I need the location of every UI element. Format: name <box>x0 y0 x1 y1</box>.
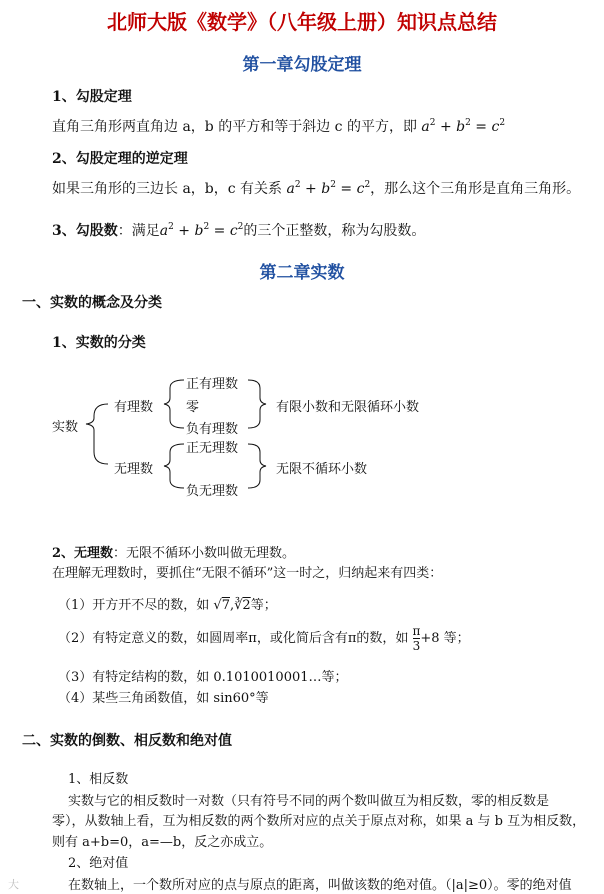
part-title: 一、实数的概念及分类 <box>22 295 162 311</box>
section-title: 1、勾股定理 <box>52 89 132 105</box>
paragraph-line: 则有 a+b=0，a=—b，反之亦成立。 <box>52 835 273 850</box>
section-title: 1、实数的分类 <box>52 335 146 351</box>
tree-pos-rational: 正有理数 <box>186 377 239 392</box>
tree-rational-note: 有限小数和无限循环小数 <box>276 400 420 415</box>
paragraph <box>52 220 425 240</box>
section-title: 2、勾股定理的逆定理 <box>52 151 188 167</box>
formula: $a^2 + b^2 = c^2$ <box>159 222 244 239</box>
text: 直角三角形两直角边 a，b 的平方和等于斜边 c 的平方，即 <box>52 119 417 135</box>
paragraph-line: 在数轴上，一个数所对应的点与原点的距离，叫做该数的绝对值。（|a|≥0）。零的绝对值 <box>68 878 572 893</box>
paragraph: 在理解无理数时，要抓住“无限不循环”这一时之，归纳起来有四类： <box>52 566 443 581</box>
section-title: 2、无理数 <box>52 546 114 561</box>
list-item <box>58 594 277 613</box>
text: 的三个正整数，称为勾股数。 <box>243 223 426 239</box>
tree-neg-irrational: 负无理数 <box>186 484 239 499</box>
text: （2）有特定意义的数，如圆周率π，或化简后含有π的数，如 <box>58 631 409 646</box>
formula: $a^2 + b^2 = c^2$ <box>421 118 506 135</box>
paragraph-line: 实数与它的相反数时一对数（只有符号不同的两个数叫做互为相反数，零的相反数是 <box>68 794 550 809</box>
tree-neg-rational: 负有理数 <box>186 422 239 437</box>
section-title: 1、相反数 <box>68 772 129 787</box>
text: （1）开方开不尽的数，如 <box>58 598 210 613</box>
tree-irrational: 无理数 <box>114 462 154 477</box>
chapter1-heading: 第一章勾股定理 <box>242 55 362 75</box>
tree-pos-irrational: 正无理数 <box>186 441 239 456</box>
text: ，那么这个三角形是直角三角形。 <box>370 181 581 197</box>
list-item: （4）某些三角函数值，如 sin60°等 <box>58 691 269 706</box>
paragraph-line: 零），从数轴上看，互为相反数的两个数所对应的点关于原点对称，如果 a 与 b 互为相反数， <box>52 814 586 829</box>
list-item: （3）有特定结构的数，如 0.1010010001…等； <box>58 670 348 685</box>
tree-zero: 零 <box>186 400 200 415</box>
tree-irrational-note: 无限不循环小数 <box>276 462 368 477</box>
text: +8 等； <box>420 631 470 646</box>
text: ：无限不循环小数叫做无理数。 <box>113 546 296 561</box>
section-title: 3、勾股数 <box>52 223 118 239</box>
fraction-pi-over-3: $\frac{\pi}{3}$ <box>412 624 421 653</box>
section-title: 2、绝对值 <box>68 856 129 871</box>
page-title: 北师大版《数学》（八年级上册）知识点总结 <box>107 10 497 34</box>
watermark-logo: 大 <box>8 878 19 891</box>
tree-rational: 有理数 <box>114 400 154 415</box>
text: 如果三角形的三边长 a，b，c 有关系 <box>52 181 283 197</box>
chapter2-heading: 第二章实数 <box>259 263 345 283</box>
formula: √7,∛2 <box>213 598 251 613</box>
paragraph <box>52 542 295 561</box>
formula: $a^2 + b^2 = c^2$ <box>286 180 371 197</box>
paragraph <box>52 116 505 136</box>
text: ：满足 <box>117 223 160 239</box>
paragraph <box>52 178 580 198</box>
text: 等； <box>250 598 277 613</box>
list-item <box>58 624 470 653</box>
tree-root: 实数 <box>52 420 79 435</box>
classification-brackets <box>0 366 604 506</box>
part-title: 二、实数的倒数、相反数和绝对值 <box>22 733 232 749</box>
